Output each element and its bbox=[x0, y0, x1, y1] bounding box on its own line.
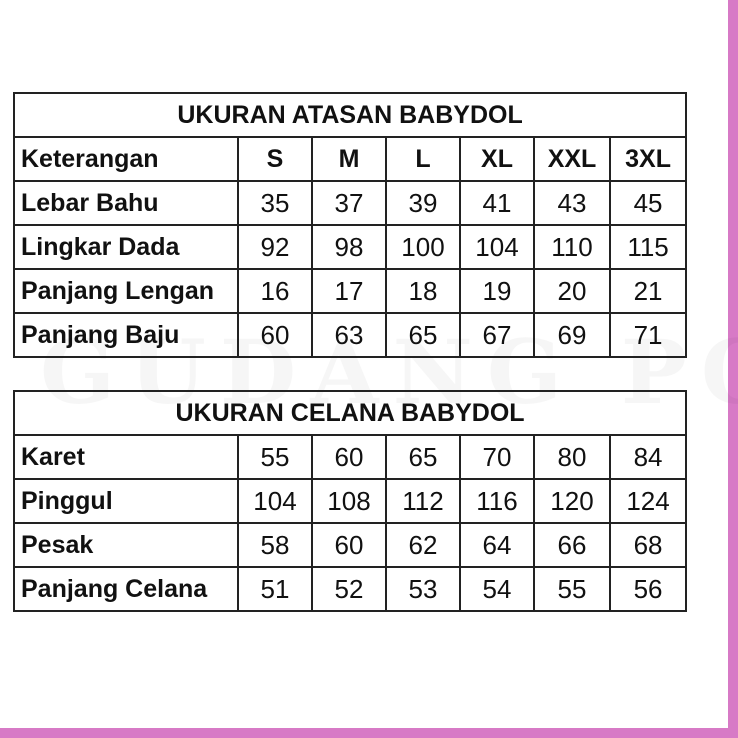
value-cell: 52 bbox=[312, 567, 386, 611]
value-cell: 60 bbox=[312, 523, 386, 567]
value-cell: 71 bbox=[610, 313, 686, 357]
table-row bbox=[14, 479, 686, 523]
value-cell: 54 bbox=[460, 567, 534, 611]
value-cell: 68 bbox=[610, 523, 686, 567]
value-cell: 60 bbox=[312, 435, 386, 479]
table-row bbox=[14, 435, 686, 479]
table-row bbox=[14, 269, 686, 313]
value-cell: 37 bbox=[312, 181, 386, 225]
value-cell: 104 bbox=[460, 225, 534, 269]
value-cell: 62 bbox=[386, 523, 460, 567]
size-header-cell: M bbox=[312, 137, 386, 181]
table-row bbox=[14, 313, 686, 357]
value-cell: 116 bbox=[460, 479, 534, 523]
row-label-cell: Lebar Bahu bbox=[14, 181, 238, 225]
value-cell: 120 bbox=[534, 479, 610, 523]
value-cell: 51 bbox=[238, 567, 312, 611]
celana-size-table bbox=[13, 390, 687, 612]
value-cell: 65 bbox=[386, 435, 460, 479]
row-label-cell: Panjang Lengan bbox=[14, 269, 238, 313]
size-header-cell: L bbox=[386, 137, 460, 181]
value-cell: 21 bbox=[610, 269, 686, 313]
value-cell: 55 bbox=[534, 567, 610, 611]
pink-frame-right bbox=[728, 0, 738, 738]
value-cell: 35 bbox=[238, 181, 312, 225]
table-row bbox=[14, 181, 686, 225]
value-cell: 20 bbox=[534, 269, 610, 313]
value-cell: 69 bbox=[534, 313, 610, 357]
value-cell: 39 bbox=[386, 181, 460, 225]
value-cell: 67 bbox=[460, 313, 534, 357]
table-row bbox=[14, 225, 686, 269]
size-header-cell: 3XL bbox=[610, 137, 686, 181]
row-label-cell: Panjang Celana bbox=[14, 567, 238, 611]
table-row bbox=[14, 523, 686, 567]
value-cell: 56 bbox=[610, 567, 686, 611]
value-cell: 84 bbox=[610, 435, 686, 479]
value-cell: 66 bbox=[534, 523, 610, 567]
value-cell: 58 bbox=[238, 523, 312, 567]
value-cell: 80 bbox=[534, 435, 610, 479]
value-cell: 63 bbox=[312, 313, 386, 357]
value-cell: 70 bbox=[460, 435, 534, 479]
value-cell: 17 bbox=[312, 269, 386, 313]
value-cell: 55 bbox=[238, 435, 312, 479]
value-cell: 18 bbox=[386, 269, 460, 313]
value-cell: 112 bbox=[386, 479, 460, 523]
value-cell: 104 bbox=[238, 479, 312, 523]
atasan-size-table bbox=[13, 92, 687, 358]
row-label-cell: Pesak bbox=[14, 523, 238, 567]
pink-frame-bottom bbox=[0, 728, 738, 738]
value-cell: 92 bbox=[238, 225, 312, 269]
value-cell: 41 bbox=[460, 181, 534, 225]
value-cell: 115 bbox=[610, 225, 686, 269]
value-cell: 43 bbox=[534, 181, 610, 225]
value-cell: 100 bbox=[386, 225, 460, 269]
row-label-cell: Panjang Baju bbox=[14, 313, 238, 357]
value-cell: 108 bbox=[312, 479, 386, 523]
atasan-table-title: UKURAN ATASAN BABYDOL bbox=[14, 93, 686, 137]
value-cell: 53 bbox=[386, 567, 460, 611]
size-header-cell: S bbox=[238, 137, 312, 181]
value-cell: 124 bbox=[610, 479, 686, 523]
table-row bbox=[14, 567, 686, 611]
row-label-cell: Pinggul bbox=[14, 479, 238, 523]
value-cell: 98 bbox=[312, 225, 386, 269]
atasan-header-row bbox=[14, 137, 686, 181]
value-cell: 60 bbox=[238, 313, 312, 357]
header-label-cell: Keterangan bbox=[14, 137, 238, 181]
value-cell: 110 bbox=[534, 225, 610, 269]
value-cell: 19 bbox=[460, 269, 534, 313]
value-cell: 45 bbox=[610, 181, 686, 225]
value-cell: 64 bbox=[460, 523, 534, 567]
value-cell: 16 bbox=[238, 269, 312, 313]
row-label-cell: Lingkar Dada bbox=[14, 225, 238, 269]
size-header-cell: XL bbox=[460, 137, 534, 181]
size-header-cell: XXL bbox=[534, 137, 610, 181]
row-label-cell: Karet bbox=[14, 435, 238, 479]
value-cell: 65 bbox=[386, 313, 460, 357]
celana-table-title: UKURAN CELANA BABYDOL bbox=[14, 391, 686, 435]
